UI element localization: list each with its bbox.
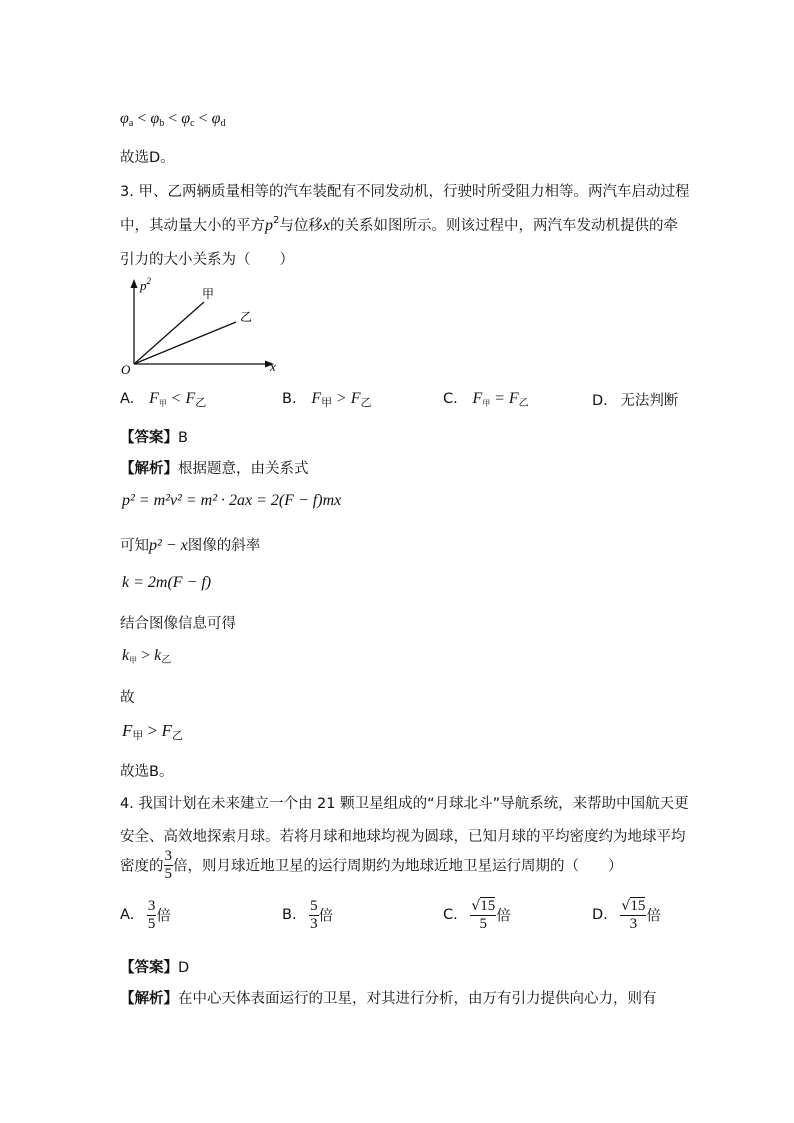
density-ratio-fraction: $\frac{3}{5}$	[164, 848, 172, 882]
q4-analysis: 【解析】在中心天体表面运行的卫星，对其进行分析，由万有引力提供向心力，则有	[120, 991, 657, 1007]
sqrt-icon: √	[621, 898, 631, 914]
q4-stem-line1: 4. 我国计划在未来建立一个由 21 颗卫星组成的“月球北斗”导航系统，来帮助中国航天更	[120, 796, 689, 812]
q4-stem-line3: 密度的 $\frac{3}{5}$ 倍，则月球近地卫星的运行周期约为地球近地卫星运行周期的（ ）	[120, 848, 623, 882]
y-axis-arrow	[131, 279, 138, 288]
q3-combine-text: 结合图像信息可得	[120, 616, 236, 632]
q4-stem-line2: 安全、高效地探索月球。若将月球和地球均视为圆球，已知月球的平均密度约为地球平均	[120, 829, 686, 845]
q3-equation-slope: k = 2m(F − f)	[122, 574, 212, 591]
q3-option-b[interactable]: B. $F_甲 > F_乙$	[282, 390, 372, 409]
q3-option-d[interactable]: D. 无法判断	[592, 393, 679, 409]
q4-option-c[interactable]: C. $\frac{√15}{5}$ 倍	[443, 898, 511, 932]
q3-force-comparison: $F_甲 > F_乙$	[122, 721, 183, 742]
q4-answer: 【答案】D	[120, 960, 190, 976]
y-axis-label: $p^2$	[140, 276, 151, 293]
origin-label: O	[121, 362, 131, 377]
line-yi	[134, 322, 236, 364]
q4-option-b[interactable]: B. $\frac{5}{3}$ 倍	[282, 898, 334, 932]
sqrt-icon: √	[471, 898, 481, 914]
line-jia-label: 甲	[202, 287, 215, 301]
q3-stem-line3: 引力的大小关系为（ ）	[120, 252, 294, 268]
q3-stem-line1: 3. 甲、乙两辆质量相等的汽车装配有不同发动机，行驶时所受阻力相等。两汽车启动过程	[120, 184, 690, 200]
x-axis-label: x	[270, 359, 276, 374]
q3-therefore: 故	[120, 690, 135, 706]
line-jia	[134, 302, 204, 364]
q3-slope-statement: 可知p² − x图像的斜率	[120, 537, 261, 554]
q3-graph	[118, 276, 288, 378]
q3-stem-line2: 中，其动量大小的平方$p^2$与位移x的关系如图所示。则该过程中，两汽车发动机提供的牵	[120, 215, 678, 234]
previous-answer-choice: 故选D。	[120, 150, 175, 166]
q3-slope-comparison: $k_甲 > k_乙$	[122, 647, 172, 666]
q3-option-a[interactable]: A. $F_甲 < F_乙$	[120, 390, 207, 409]
line-yi-label: 乙	[240, 310, 253, 324]
q3-final-choice: 故选B。	[120, 764, 174, 780]
q3-answer: 【答案】B	[120, 430, 188, 446]
q3-analysis: 【解析】根据题意，由关系式	[120, 461, 309, 477]
potential-inequality: $\varphi_a < \varphi_b < \varphi_c < \varphi_d$	[120, 110, 226, 129]
q3-option-c[interactable]: C. $F_甲 = F_乙$	[443, 390, 529, 409]
q4-option-d[interactable]: D. $\frac{√15}{3}$ 倍	[592, 898, 661, 932]
q3-equation-momentum: p² = m²v² = m² · 2ax = 2(F − f)mx	[122, 492, 342, 509]
q4-option-a[interactable]: A. $\frac{3}{5}$ 倍	[120, 898, 171, 932]
